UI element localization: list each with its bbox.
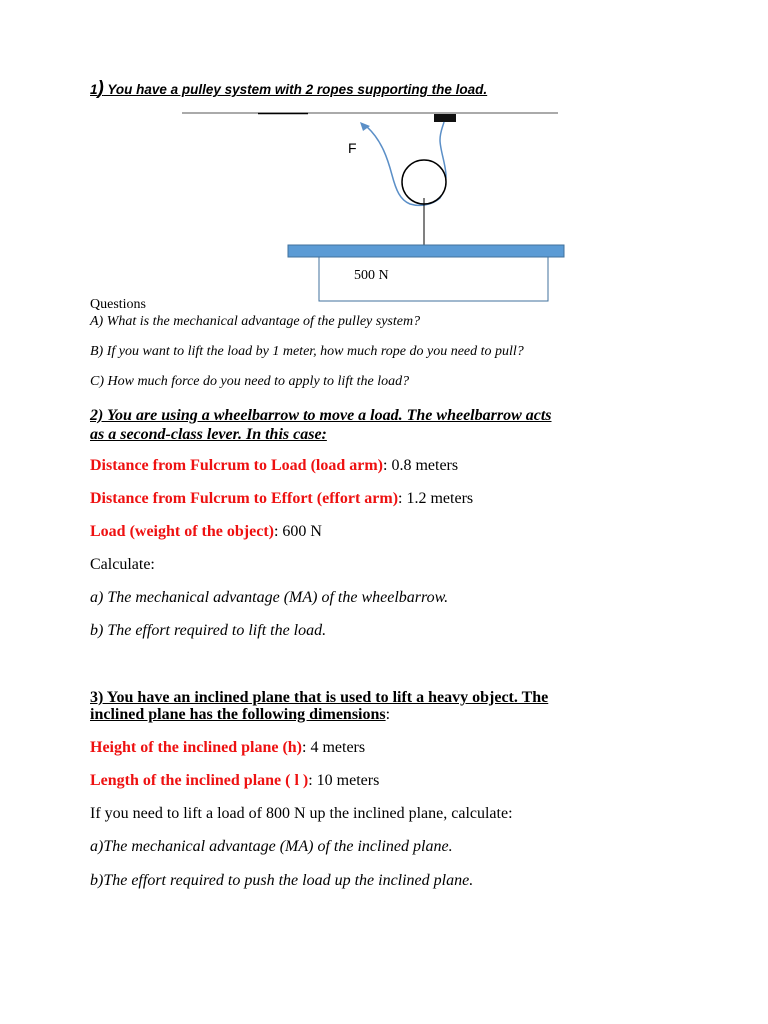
q2-question-a: a) The mechanical advantage (MA) of the wheelbarrow. — [90, 589, 449, 606]
q3-height-value: : 4 meters — [302, 739, 366, 756]
q2-load-row — [90, 523, 322, 541]
q1-paren: ) — [97, 78, 104, 99]
q3-question-b: b)The effort required to push the load up the inclined plane. — [90, 872, 474, 889]
q2-load-label: Load (weight of the object) — [90, 523, 274, 540]
q2-heading-line2: as a second-class lever. In this case: — [90, 426, 327, 443]
q3-intro: If you need to lift a load of 800 N up the inclined plane, calculate: — [90, 805, 513, 822]
q3-question-a: a)The mechanical advantage (MA) of the inclined plane. — [90, 838, 453, 855]
q2-load-value: : 600 N — [273, 523, 322, 540]
q1-heading-text: You have a pulley system with 2 ropes supporting the load. — [103, 82, 488, 97]
q1-number: 1 — [90, 82, 98, 97]
q3-heading-line2-underlined: inclined plane has the following dimensions — [90, 706, 386, 723]
q2-effort-arm-label: Distance from Fulcrum to Effort (effort arm) — [90, 490, 399, 507]
q3-length-label: Length of the inclined plane ( l ) — [90, 772, 309, 789]
load-beam — [288, 245, 564, 257]
load-value-label: 500 N — [354, 268, 389, 283]
q3-length-value: : 10 meters — [308, 772, 380, 789]
q3-length-row — [90, 772, 379, 790]
force-label: F — [348, 140, 357, 156]
q1-question-c: C) How much force do you need to apply to lift the load? — [90, 374, 410, 389]
q2-heading-line1: 2) You are using a wheelbarrow to move a load. The wheelbarrow acts — [90, 407, 552, 424]
q3-heading-line2 — [90, 706, 390, 724]
ceiling-anchor — [434, 114, 456, 122]
pulley-diagram — [0, 0, 768, 310]
q3-height-label: Height of the inclined plane (h) — [90, 739, 303, 756]
q1-question-b: B) If you want to lift the load by 1 meter, how much rope do you need to pull? — [90, 344, 524, 359]
q2-load-arm-label: Distance from Fulcrum to Load (load arm) — [90, 457, 383, 474]
q2-load-arm-row — [90, 457, 458, 475]
pulley-wheel — [402, 160, 446, 204]
q1-question-a: A) What is the mechanical advantage of the pulley system? — [90, 314, 421, 329]
q3-height-row — [90, 739, 365, 757]
q2-load-arm-value: : 0.8 meters — [383, 457, 459, 474]
q2-question-b: b) The effort required to lift the load. — [90, 622, 327, 639]
force-arrow-head — [360, 122, 370, 131]
q2-effort-arm-value: : 1.2 meters — [398, 490, 474, 507]
q2-effort-arm-row — [90, 490, 473, 508]
q2-calculate: Calculate: — [90, 556, 155, 573]
q3-heading-line1: 3) You have an inclined plane that is used to lift a heavy object. The — [90, 689, 549, 706]
q3-heading-line2-rest: : — [385, 706, 391, 723]
questions-title: Questions — [90, 297, 146, 312]
